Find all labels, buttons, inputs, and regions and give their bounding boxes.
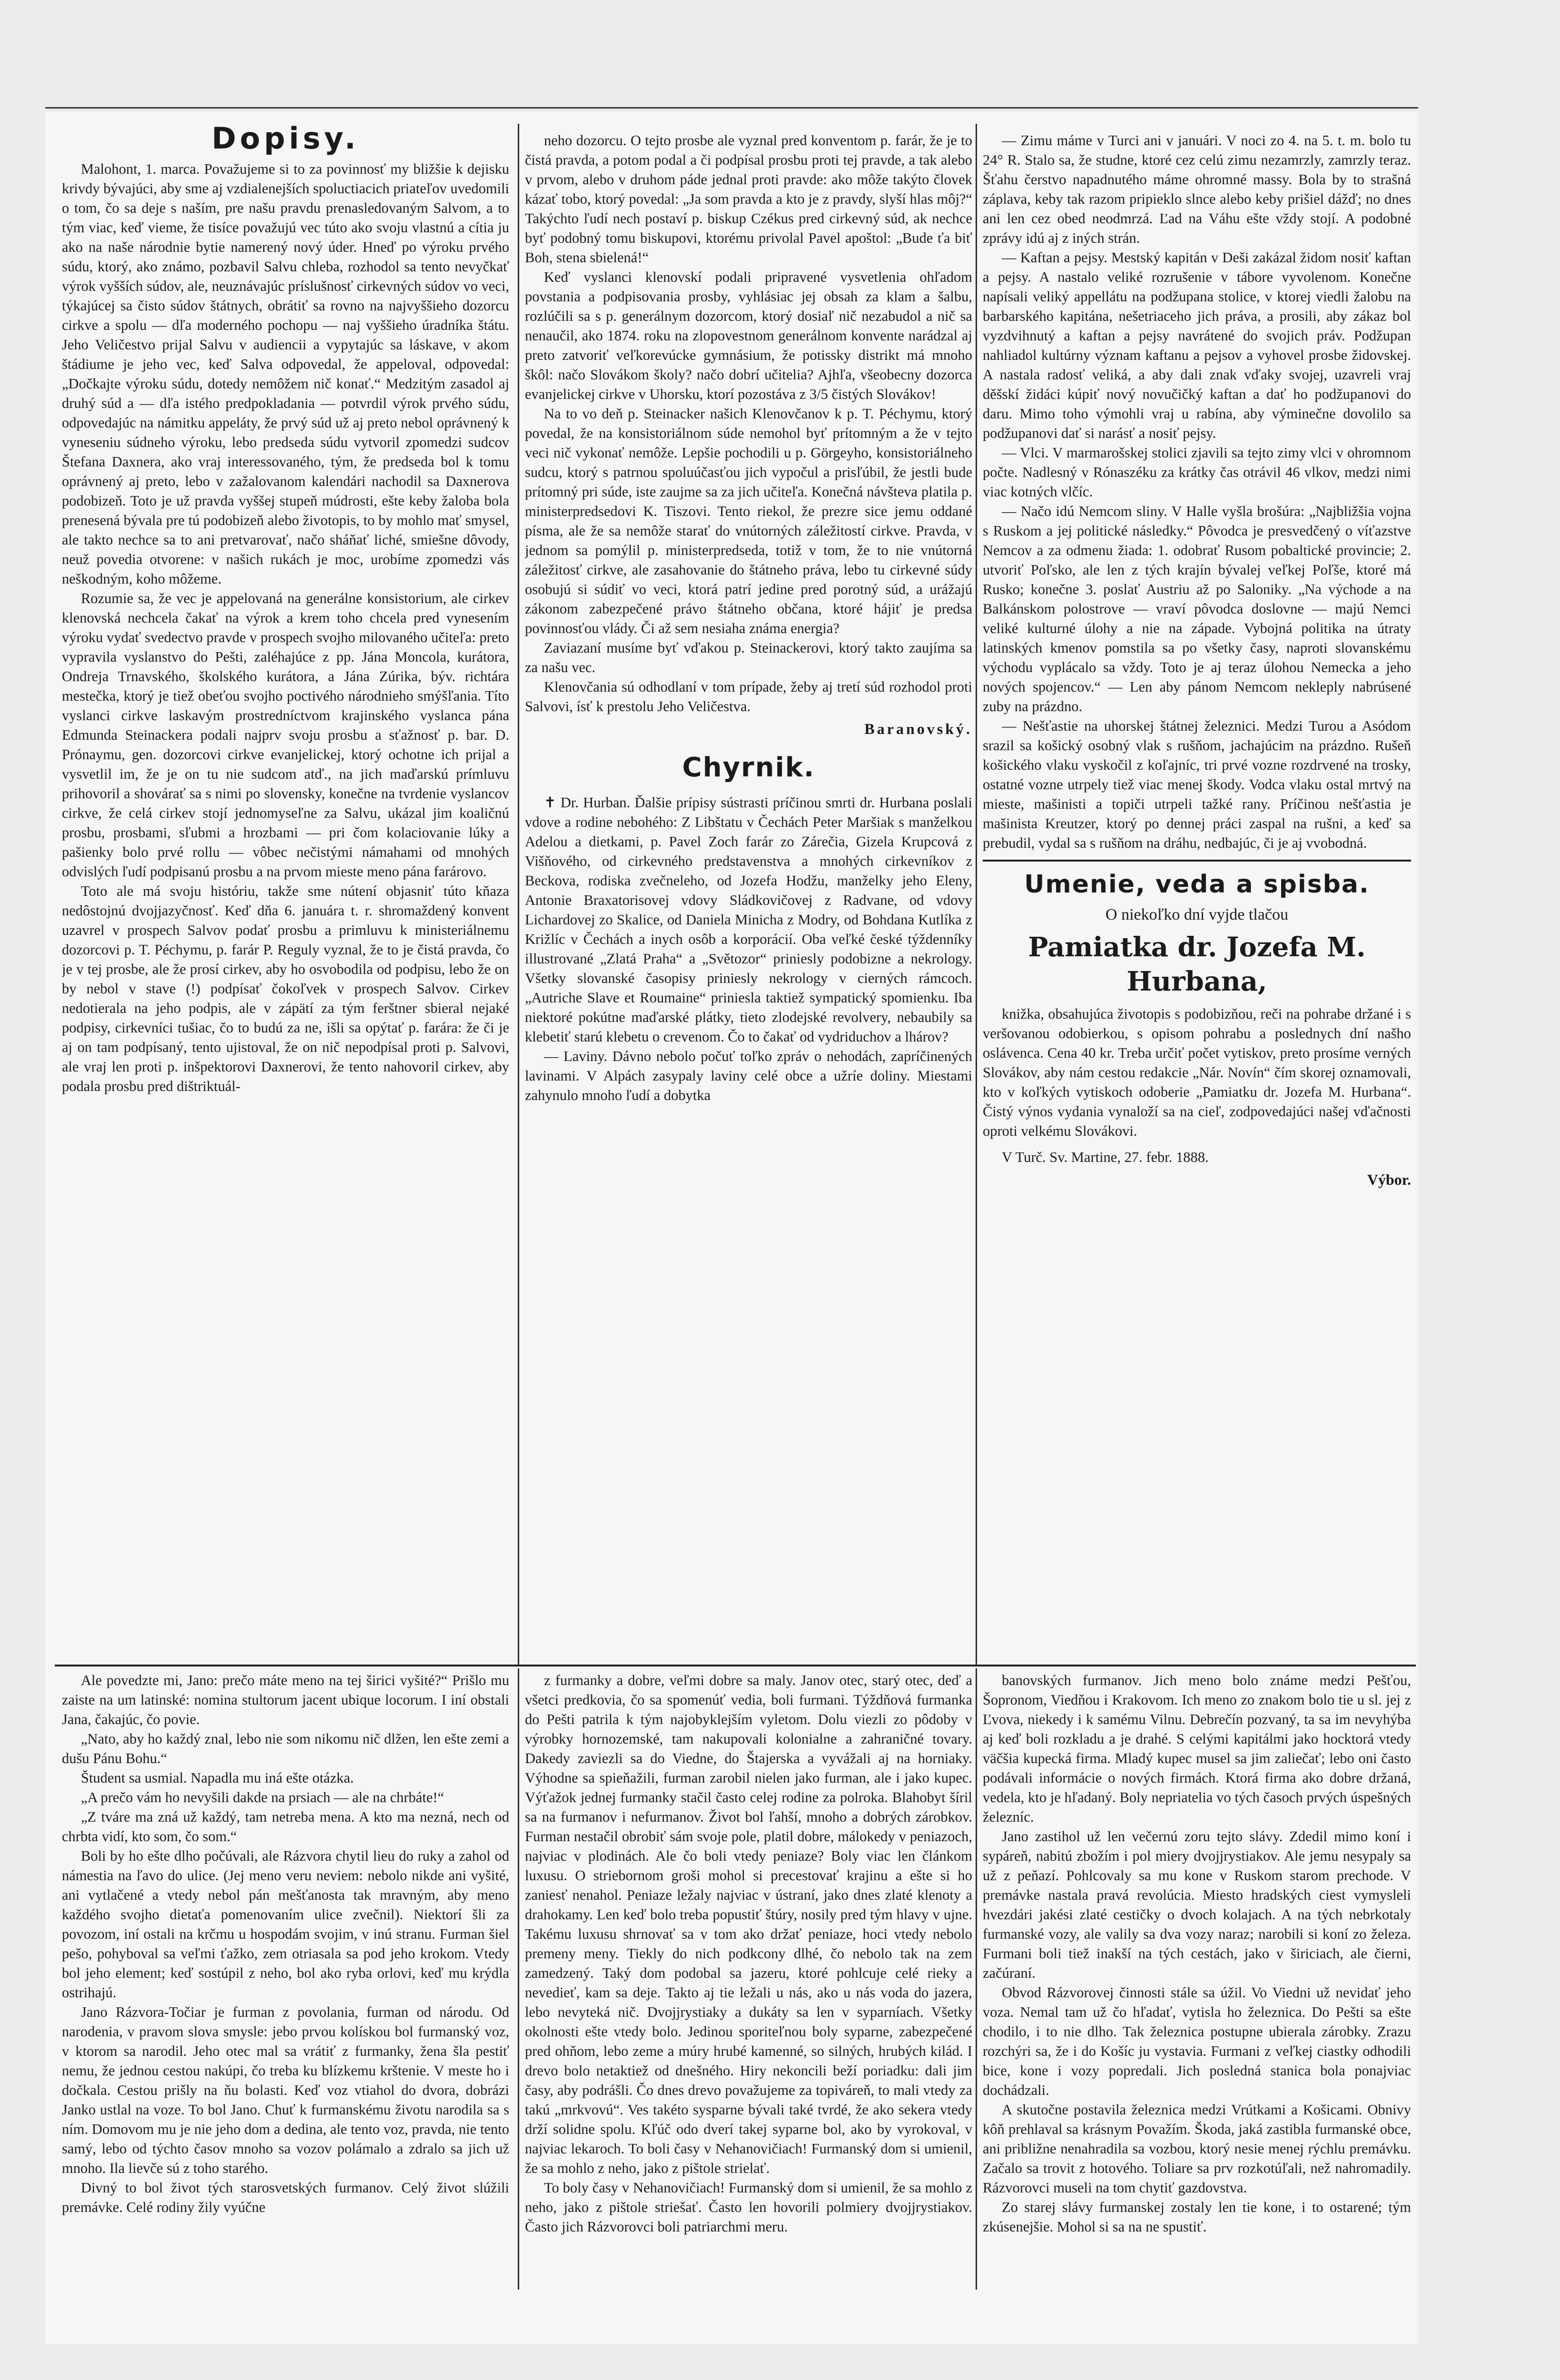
news-item: ✝ Dr. Hurban. Ďalšie prípisy sústrasti príčinou smrti dr. Hurbana poslali vdove a rodine nebohého: Z Libštatu v Čechách Peter Maršiak s manželkou Adelou a dietkami, p. Pavel Zoch farár zo Zárečia, Gizela Krupcová z Višňového, od cirkevného predstavenstva a mnohých cirkevníkov z Beckova, rodiska zvečneleho, od Jozefa Hodžu, manželky jeho Eleny, Antonie Braxatorisovej vdovy Sládkovičovej z Radvane, od vdovy Lichardovej zo Skalice, od Daniela Minicha z Modry, od Bohdana Kutlíka z Križlíc v Čechách a inych osôb a korporácií. Oba veľké české týždenníky illustrované „Zlatá Praha“ a „Světozor“ priniesly podobizne a nekrology. Všetky slovanské časopisy priniesly nekrology v cierných rámcoch. „Autriche Slave et Roumaine“ priniesla taktiež sympatický spomienku. Iba niektoré pokútne maďarské plátky, tieto zlodejské revolvery, nebaubily sa klebetiť starú klebetu o crevenom. Čo to čakať od vydriduchov a lhárov? [525, 794, 972, 1045]
column-divider [518, 124, 519, 1666]
announcement-intro: O niekoľko dní vyjde tlačou [1106, 906, 1288, 923]
feuilleton-paragraph: Ale povedzte mi, Jano: prečo máte meno na tej širici vyšité?“ Prišlo mu zaiste na um latinské: nomina stultorum jacent ubique locorum. I iní obstali Jana, čakajúc, čo povie. [62, 1672, 509, 1727]
news-item: — Načo idú Nemcom sliny. V Halle vyšla brošúra: „Najbližšia vojna s Ruskom a jej politické následky.“ Pôvodca je presvedčený o víťazstve Nemcov a za odmenu žiada: 1. odobrať Rusom pobaltické provincie; 2. utvoriť Poľsko, ale len z tých krajín bývalej veľkej Poľše, ktoré má Rusko; konečne 3. poslať Austriu až po Saloniky. „Na východe a na Balkánskom polostrove — vraví pôvodca doslovne — majú Nemci veliké kulturné úlohy a nie na západe. Vybojná politika na útraty latinských kmenov pomstila sa po všetky časy, naproti slovanskému východu vyplácalo sa vždy. Toto je aj teraz úlohou Nemecka a jeho nových spojencov.“ — Len aby pánom Nemcom nekleply nabrúsené zuby na prázdno. [983, 503, 1411, 714]
article-paragraph: Keď vyslanci klenovskí podali pripravené vysvetlenia ohľadom povstania a podpisovania prosby, vyhlásiac jej obsah za klam a šalbu, rozlúčili sa s p. generálnym dozorcom, ktorý dosiaľ nič nezabudol a nič sa nenaučil, ako 1874. roku na zlopovestnom generálnom konvente narádzal aj preto zatvoriť veľkorevúcke gymnásium, že potissky distrikt má mnoho škôl: načo Slovákom školy? načo dobrí učitelia? Ajhľa, všeobecny dozorca evanjelickej cirkve v Uhorsku, ktorí pozostáva z 3/5 čistých Slovákov! [525, 269, 972, 402]
article-paragraph: Klenovčania sú odhodlaní v tom prípade, žeby aj tretí súd rozhodol proti Salvovi, ísť k prestolu Jeho Veličestva. [525, 679, 972, 714]
column-divider [518, 1668, 519, 2290]
news-item: — Kaftan a pejsy. Mestský kapitán v Deši zakázal židom nosiť kaftan a pejsy. A nastalo veliké rozrušenie v tábore vyvolenom. Konečne napísali veliký appellátu na podžupana stolice, v ktorej viedli žalobu na barbarského kapitána, nešetriaceho jich práva, a prosili, aby zákaz bol vyzdvihnutý a kaftan a pejsy navrátené do svojich práv. Podžupan nahliadol kultúrny význam kaftanu a pejsov a vyhovel prosbe židovskej. A nastala radosť veliká, a aby dali znak vďaky svojej, uzavreli vraj děšskí židáci kúpiť nový novučičký kaftan a dať ho podžupanovi do daru. Mimo toho výmohli vraj u rabína, aby výminečne dovolilo sa podžupanovi dať si narásť a nosiť pejsy. [983, 249, 1411, 441]
feuilleton-paragraph: „A prečo vám ho nevyšili dakde na prsiach — ale na chrbáte!“ [81, 1789, 444, 1805]
feuilleton-paragraph: z furmanky a dobre, veľmi dobre sa maly. Janov otec, starý otec, deď a všetci predkovia, čo sa spomenúť vedia, boli furmani. Týždňová furmanka do Pešti patrila k tým najobyklejším vyletom. Dolu viezli zo pôdoby v výrobky hornozemské, tam nakupovali kolonialne a zahraničné tovary. Dakedy zaviezli sa do Viedne, do Štajerska a vyvážali aj na horniaky. Výhodne sa spieňažili, furman zarobil nielen jako furman, ale i jako kupec. Výťažok jednej furmanky stačil často celej rodine za polroka. Blahobyt šíril sa na furmanov i nefurmanov. Život bol ľahší, mnoho a dobrých zárobkov. Furman nestačil obrobiť sám svoje pole, platil dobre, málokedy v peniazoch, najviac v plodinách. Ale čo boli vtedy peniaze? Boly viac len článkom luxusu. O striebornom groši mohol si precestovať krajinu a ešte si ho zaniesť nenahol. Peniaze ležaly najviac v ústraní, jako dnes zlaté klenoty a drahokamy. Len keď bolo treba popustiť štúry, nosily pred tým hlavy v ujne. Takému luxusu shrnovať sa v tom ako držať peniaze, hoci vtedy nebolo premeny meny. Tiekly do nich podkcony dlhé, čo nebolo tak na zem zamedzený. Taký dom podobal sa jazeru, ktoré pohlcuje celé rieky a nevedieť, kam sa deje. Takto aj tie ležali u nás, ako u nás voda do jazera, lebo nevyteká nič. Dvojjrystiaky a dukáty sa len v syparníach. Všetky okolnosti ešte vtedy bolo. Jedinou sporiteľnou boly syparne, zabezpečené pred ohňom, lebo zeme a múry hrubé kamenné, so silných, hrubých kilád. I drevo bolo netaktiež od dnešného. Hiry nekoncili beží poriadku: dali jim časy, aby podrášli. Čo dnes drevo považujeme za topiváreň, to mali vtedy za takú „mrkvovú“. Ves takéto sysparne bývali také tvrdé, že ako sekera vtedy drží solidne spolu. Kľúč odo dverí takej syparne bol, ako by vyrokoval, v najviac lekaroch. To boli časy v Nehanovičiach! Furmanský dom si umienil, že sa mohlo z neho, jako z pištole strielať. [525, 1672, 972, 2176]
article-paragraph: Zaviazaní musíme byť vďakou p. Steinackerovi, ktorý takto zaujíma sa za našu vec. [525, 640, 972, 675]
section-heading-dopisy: Dopisy. [211, 121, 360, 156]
feuilleton-paragraph: Divný to bol život tých starosvetských furmanov. Celý život slúžili premávke. Celé rodiny žily vyúčne [62, 2180, 509, 2215]
feuilleton-paragraph: Jano zastihol už len večernú zoru tejto slávy. Zdedil mimo koní i sypáreň, nabitú zbožím i pol miery dvojjrystiakov. Ale jemu nesypaly sa už z peňazí. Pohlcovaly sa mu kone v Ruskom starom prechode. V premávke nastala pravá revolúcia. Miesto hradských ciest vymysleli hvezdári jakési zlaté cestičky o dvoch kolajach. A na tých nebrkotaly furmanské vozy, ale valily sa dva vozy naraz; narobili si koní zo železa. Furmani boli tiež inakší na tých cestách, jako v širiciach, ale čierni, začúraní. [983, 1828, 1411, 1981]
feuilleton-paragraph: „Z tváre ma zná už každý, tam netreba mena. A kto ma nezná, nech od chrbta vidí, kto som, čo som.“ [62, 1809, 509, 1844]
news-item: — Zimu máme v Turci ani v januári. V noci zo 4. na 5. t. m. bolo tu 24° R. Stalo sa, že studne, ktoré cez celú zimu nezamrzly, zamrzly teraz. Šťahu čerstvo napadnutého máme ohromné massy. Bola by to strašná záplava, keby tak razom pripieklo slnce alebo keby prišiel dážď; no dnes ani len cez obed neodmrzá. Ľad na Váhu ešte vždy stojí. A podobné zprávy idú aj z iných strán. [983, 132, 1411, 246]
feuilleton-paragraph: To boly časy v Nehanovičiach! Furmanský dom si umienil, že sa mohlo z neho, jako z pištole striešať. Často len hovorili polmiery dvojjrystiakov. Často jich Rázvorovci boli patriarchmi meru. [525, 2180, 972, 2235]
dopisy-paragraph: Malohont, 1. marca. Považujeme si to za povinnosť my bližšie k dejisku krivdy bývajúci, aby sme aj vzdialenejších spoluctiacich priateľov uvedomili o tom, čo sa deje s naším, pre našu pravdu prenasledovaným Salvom, a to tým viac, keď vieme, že tisíce považujú vec túto ako svoju vlastnú a cítia ju ako na naše národnie bytie namerený nový úder. Hneď po výroku prvého súdu, ktorý, ako známo, pozbavil Salvu chleba, rozhodol sa tento nevyčkať výrok vyšších súdov, ale, neuznávajúc príslušnosť cirkevných súdov vo veci, týkajúcej sa čisto súdov štátnych, obrátiť sa rovno na najvyššieho dozorcu cirkve a spolu — dľa moderného pochopu — naj vyššieho úradníka štátu. Jeho Veličestvo prijal Salvu v audiencii a vypytajúc sa láskave, v akom štádiume je jeho vec, keď Salva odpovedal, že appeloval, odpovedal: „Dočkajte výroku súdu, dotedy nemôžem nič konať.“ Medzitým zasadol aj druhý súd a — dľa istého predpokladania — potvrdil výrok prvého súdu, odpovedajúc na námitku appeláty, že prvý súd už aj preto nebol oprávnený k vyneseniu súdneho výroku, lebo predseda súdu vytvoril zpomedzi sudcov Štefana Daxnera, ako vraj interessovaného, tým, že predseda bol k tomu oprávnený aj preto, lebo v zažalovanom kalendári nachodil sa Daxnerova podobizeň. Toto je už pravda vyššej stupeň múdrosti, ešte keby žaloba bola prenesená bývala pre tú podobizeň alebo životopis, to by mohlo mať smysel, ale takto nechce sa to ani pretvarovať, načo sháňať liché, smiešne dôvody, neuž povedia otvorene: v našich rukách je moc, urobíme zpomedzi vás neškodným, koho môžeme. [62, 161, 509, 587]
page-top-edge [45, 107, 1418, 109]
book-title: Pamiatka dr. Jozefa M. Hurbana, [1028, 932, 1366, 997]
signature: Baranovský. [864, 720, 972, 737]
feuilleton-column-2 [525, 1671, 972, 2290]
column-middle [525, 131, 972, 1661]
news-item: — Nešťastie na uhorskej štátnej železnici. Medzi Turou a Asódom srazil sa košický osobný vlak s rušňom, jachajúcim na prázdno. Rušeň košického vlaku vyskočil z koľajníc, tri prvé vozne rozdrvené na trosky, ostatné vozne utrpely tiež viac menej škody. Vodca vlaku ostal mrtvý na mieste, mašinisti a topiči utrpeli tažké rany. Príčinou nešťastia je mašinista Kreutzer, ktorý po dennej práci zaspal na rušni, a keď sa prebudil, vydal sa s rušňom na dráhu, nedbajúc, či je aj vvobodná. [983, 718, 1411, 851]
feuilleton-paragraph: Jano Rázvora-Točiar je furman z povolania, furman od národu. Od narodenia, v pravom slova smysle: jebo prvou kolískou bol furmanský voz, v ktorom sa narodil. Jeho otec mal sa vrátiť z furmanky, žena šla pestiť nemu, že jednou cestou nakúpi, čo treba ku blízkemu krštenie. V meste ho i dočkala. Cestou prišly na ňu bolasti. Keď voz vtiahol do dvora, dobrázi Janko ustlal na voze. To bol Jano. Chuť k furmanskému životu narodila sa s ním. Domovom mu je nie jeho dom a dedina, ale tento voz, pravda, nie tento samý, lebo od týchto časov mnoho sa vozov polámalo a zdralo sa jich už mnoho. Ila lievče sú z toho starého. [62, 2004, 509, 2176]
feuilleton-paragraph: A skutočne postavila železnica medzi Vrútkami a Košicami. Obnivy kôň prehlaval sa krásnym Považím. Škoda, jaká zastibla furmanské obce, ani približne nenahradila sa vozbou, ktorý nesie menej rýchlu premávku. Začalo sa trovit z hotového. Toliare sa prv rozkotúľali, než nahromadily. Rázvorovci museli na tom chytiť gazdovstva. [983, 2102, 1411, 2196]
feuilleton-paragraph: Študent sa usmial. Napadla mu iná ešte otázka. [81, 1770, 354, 1786]
article-paragraph: neho dozorcu. O tejto prosbe ale vyznal pred konventom p. farár, že je to čistá pravda, a potom podal a či podpísal prosbu proti tej pravde, a tak alebo v prvom, alebo v druhom páde jednal proti pravde: ako môže takýto človek kázať tobo, ktorý povedal: „Ja som pravda a kto je z pravdy, slyší hlas môj?“ Takýchto ľudí nech postaví p. biskup Czékus pred cirkevný súd, ak nechce byť podobný tomu biskupovi, ktorému privolal Pavel apoštol: „Bude ťa biť Boh, stena sbielená!“ [525, 132, 972, 266]
dateline: V Turč. Sv. Martine, 27. febr. 1888. [1002, 1149, 1209, 1165]
section-rule [983, 860, 1411, 862]
feuilleton-paragraph: Obvod Rázvorovej činnosti stále sa úžil. Vo Viedni už nevidať jeho voza. Nemal tam už čo hľadať, vytisla ho železnica. Do Pešti sa ešte chodilo, i to nie dlho. Tak železnica postupne ubierala zárobky. Zrazu rozchýri sa, že i do Košíc ju vystavia. Furmani z veľkej ciastky odhodili bice, kone i vozy popredali. Jich posledná stanica bola ponajviac dochádzali. [983, 1984, 1411, 2098]
dopisy-paragraph: Rozumie sa, že vec je appelovaná na generálne konsistorium, ale cirkev klenovská nechcela čakať na výrok a krem toho chcela pred vynesením výroku vydať svedectvo pravde v prospech svojho milovaného učiteľa: preto vypravila vyslanstvo do Pešti, zaléhajúce z pp. Jána Moncola, kurátora, Ondreja Trnavského, školského kurátora, a Jána Zúrika, býv. richtára mestečka, ktorý je tiež obeťou svojho poctivého národnieho smýšľania. Títo vyslanci cirkve laskavým prostredníctvom krajinského vyslanca pána Edmunda Steinackera podali najprv svoju prosbu a sťažnosť p. bar. D. Prónaymu, gen. dozorcovi cirkve evanjelickej, ktorý ochotne ich prijal a vysvetlil im, že je on tu nie sudcom atď., na jich maďarskú prímluvu prihovoril a shovárať sa s nimi po slovensky, konečne na tvrdenie vyslancov cirkve, že celá cirkev stojí jednomyseľne za Salvu, ukázal jim koaličnú prosbu, prosbami, sľubmi a hrozbami — pri čom kolaciovanie lúky a pašienky bolo prvé rollu — vôbec nečistými námahami od mnohých odvislých ľudí podpisanú prosbu a na prvom mieste meno pána farárovo. [62, 590, 509, 880]
section-heading-umenie: Umenie, veda a spisba. [1024, 870, 1370, 899]
announcement-text: knižka, obsahujúca životopis s podobizňou, reči na pohrabe držané i s veršovanou odobierkou, s opisom pohrabu a poslednych dní našho oslávenca. Cena 40 kr. Treba určiť počet vytiskov, preto prosíme verných Slovákov, aby nám cestou redakcie „Nár. Novín“ čím skorej oznamovali, kto v koľkých vytiskoch odoberie „Pamiatku dr. Jozefa M. Hurbana“. Čistý výnos vydania vynaloží sa na cieľ, zodpovedajúci našej vďačnosti oproti velkému Slovákovi. [983, 1006, 1411, 1139]
article-paragraph: Na to vo deň p. Steinacker našich Klenovčanov k p. T. Péchymu, ktorý povedal, že na konsistoriálnom súde nemohol byť prítomným a že v tejto veci nič vykonať nemôže. Lepšie pochodili u p. Görgeyho, konsistoriálneho sudcu, ktorý s patrnou spoluúčasťou jich vypočul a prisľúbil, že jestli bude prítomný pri súde, iste zaujme sa za jich učiteľa. Konečná návšteva platila p. ministerpredsedovi K. Tiszovi. Tento riekol, že prezre sice jemu oddané písma, ale že sa nemôže starať do vnútorných záležitostí cirkve. Pravda, v jednom sa pomýlil p. ministerpredseda, totiž v tom, že to nie vnútorná záležitosť cirkve, ale zasahovanie do štátneho práva, lebo tu cirkevné súdy osobujú si súdiť vo veci, ktorá patrí jedine pred porotný súd, a urážajú zákonom zabezpečené právo štátneho občana, ktoré hájiť je predsa povinnosťou vlády. Či až sem nesiaha známa energia? [525, 406, 972, 636]
feuilleton-paragraph: Zo starej slávy furmanskej zostaly len tie kone, i to ostarené; tým zkúsenejšie. Mohol si sa na ne spustiť. [983, 2199, 1411, 2235]
feuilleton-paragraph: „Nato, aby ho každý znal, lebo nie som nikomu nič dlžen, len ešte zemi a dušu Pánu Bohu.“ [62, 1731, 509, 1766]
feuilleton-paragraph: Boli by ho ešte dlho počúvali, ale Rázvora chytil lieu do ruky a zahol od námestia na ľavo do ulice. (Jej meno veru neviem: nebolo nikde ani vyšité, ani vytlačené a vtedy nebol pán mešťanosta tak mravným, aby meno každého svojho dietaťa pomenovaním ulice zvečnil). Niektorí šli za povozom, iní ostali na krčmu u hospodám svojim, v inú stranu. Furman šiel pešo, pohyboval sa veľmi ťažko, zem otriasala sa pod jeho krokom. Vtedy bol jeho element; keď sostúpil z neho, bol ako ryba orlovi, keď mu krýdla ostrihajú. [62, 1848, 509, 2001]
feuilleton-column-1 [62, 1671, 509, 2290]
section-heading-chyrnik: Chyrnik. [682, 752, 815, 783]
dopisy-paragraph: Toto ale má svoju históriu, takže sme nútení objasniť túto kňaza nedôstojnú dvojjazyčnosť. Keď dňa 6. januára t. r. shromaždený konvent uzavrel v prospech Salvov podať prosbu a primluvu k ministeriálnemu dozorcovi p. T. Péchymu, p. farár P. Reguly vyznal, že to je čistá pravda, čo je v tej prosbe, ale že prosí cirkev, aby ho osvobodila od podpisu, lebo že on by nebol v stave (!) podpísať čokoľvek v prospech Salvov. Cirkev nedotierala na jeho podpis, ale v zápätí za tým ferštner sbieral nejaké podpisy, cirkevníci tušiac, čo to budú za ne, išli sa opýtať p. farára: že či je aj on tam podpísaný, tento ujistoval, že on nič nepodpísal proti p. Salvovi, ale vraj len proti p. inšpektorovi Daxnerovi, že tento nahovoril cirkev, aby podala prosbu pred dištriktuál- [62, 883, 509, 1094]
feuilleton-separator [55, 1665, 1416, 1666]
feuilleton-paragraph: banovských furmanov. Jich meno bolo známe medzi Pešťou, Šopronom, Viedňou i Krakovom. Ich meno zo znakom bolo tie u sl. jej z Ľvova, niekedy i k samému Vilnu. Debrečín pozvaný, ta sa im nevyhýba aj keď boli rozkladu a je drahé. S celými kapitálmi jako hocktorá vtedy väčšia kupecká firma. Mladý kupec musel sa jim zaliečať; lebo oni často podávali informácie o nových firmách. Ktorá firma ako dobre držaná, vedela, kto je hľadaný. Boly nepriatelia vo tých časoch prvých úspešných železníc. [983, 1672, 1411, 1825]
signature: Výbor. [1367, 1171, 1411, 1188]
column-right [983, 131, 1411, 1661]
column-divider [976, 124, 977, 1666]
news-item: — Laviny. Dávno nebolo počuť toľko zpráv o nehodách, zapríčinených lavinami. V Alpách zasypaly laviny celé obce a užríe doliny. Miestami zahynulo mnoho ľudí a dobytka [525, 1048, 972, 1103]
feuilleton-column-3 [983, 1671, 1411, 2290]
column-divider [976, 1668, 977, 2290]
column-dopisy [62, 112, 509, 1659]
news-item: — Vlci. V marmarošskej stolici zjavili sa tejto zimy vlci v ohromnom počte. Nadlesný v Rónaszéku za krátky čas otrávil 46 vlkov, medzi nimi viac kotných vlčíc. [983, 445, 1411, 500]
